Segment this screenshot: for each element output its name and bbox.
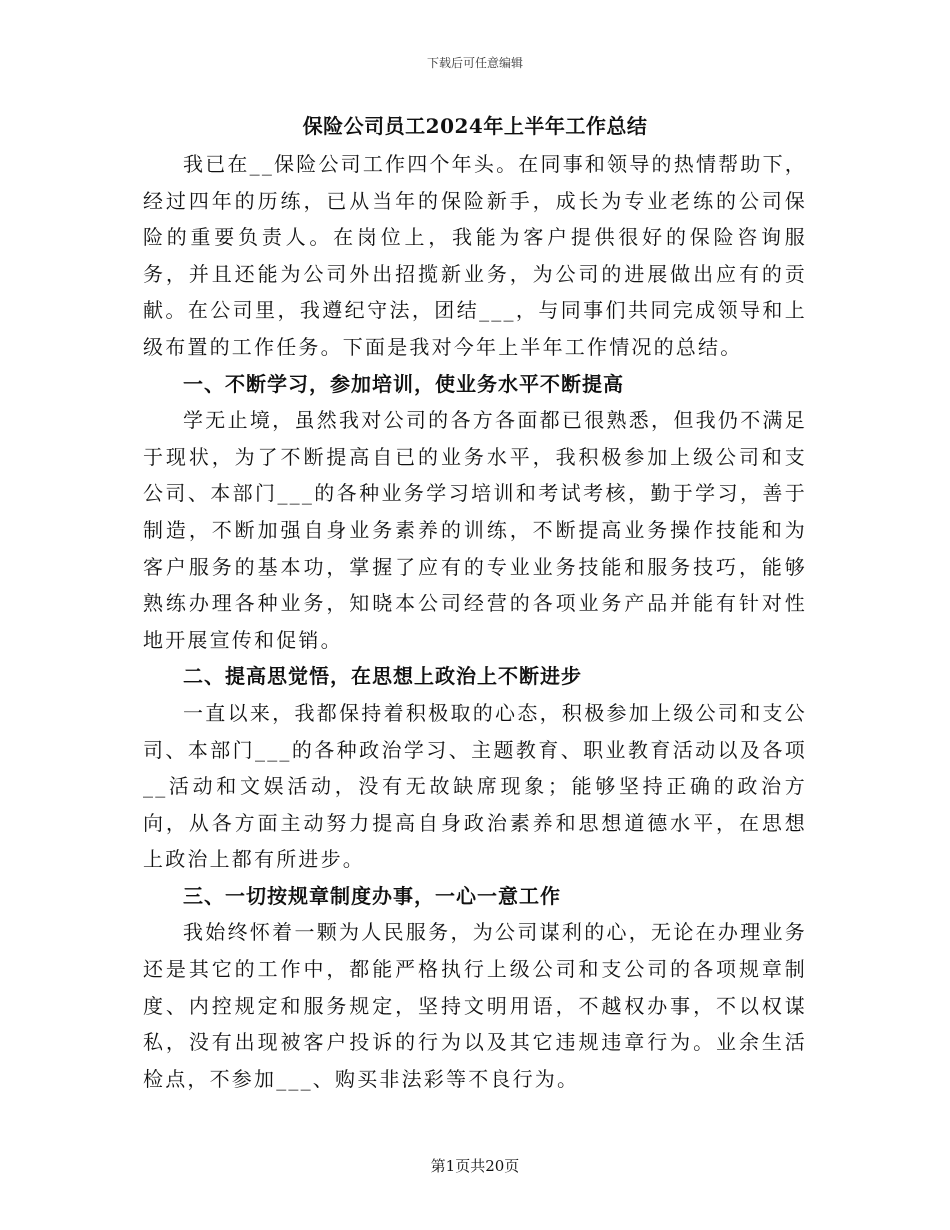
header-note: 下载后可任意编辑 bbox=[426, 56, 523, 70]
page-footer: 第1页共20页 bbox=[430, 1157, 520, 1175]
section-body-1: 学无止境，虽然我对公司的各方各面都已很熟悉，但我仍不满足于现状，为了不断提高自已的业务水平，我积极参加上级公司和支公司、本部门___的各种业务学习培训和考试考核，勤于学习，善于制造，不断加强自身业务素养的训练，不断提高业务操作技能和为客户服务的基本功，掌握了应有的专业业务技能和服务技巧，能够熟练办理各种业务，知晓本公司经营的各项业务产品并能有针对性地开展宣传和促销。 bbox=[143, 408, 807, 652]
intro-paragraph: 我已在__保险公司工作四个年头。在同事和领导的热情帮助下，经过四年的历练，已从当年的保险新手，成长为专业老练的公司保险的重要负责人。在岗位上，我能为客户提供很好的保险咨询服务，并且还能为公司外出招揽新业务，为公司的进展做出应有的贡献。在公司里，我遵纪守法，团结___，与同事们共同完成领导和上级布置的工作任务。下面是我对今年上半年工作情况的总结。 bbox=[143, 152, 807, 359]
section-body-2: 一直以来，我都保持着积极取的心态，积极参加上级公司和支公司、本部门___的各种政治学习、主题教育、职业教育活动以及各项__活动和文娱活动，没有无故缺席现象；能够坚持正确的政治方向，从各方面主动努力提高自身政治素养和思想道德水平，在思想上政治上都有所进步。 bbox=[143, 700, 807, 872]
section-heading-2: 二、提高思觉悟，在思想上政治上不断进步 bbox=[183, 664, 582, 689]
section-heading-3: 三、一切按规章制度办事，一心一意工作 bbox=[183, 883, 561, 908]
document-title: 保险公司员工2024年上半年工作总结 bbox=[302, 114, 648, 138]
document-body bbox=[143, 108, 807, 1097]
section-body-3: 我始终怀着一颗为人民服务，为公司谋利的心，无论在办理业务还是其它的工作中，都能严格执行上级公司和支公司的各项规章制度、内控规定和服务规定，坚持文明用语，不越权办事，不以权谋私，没有出现被客户投诉的行为以及其它违规违章行为。业余生活检点，不参加___、购买非法彩等不良行为。 bbox=[143, 920, 807, 1091]
section-heading-1: 一、不断学习，参加培训，使业务水平不断提高 bbox=[183, 371, 624, 396]
